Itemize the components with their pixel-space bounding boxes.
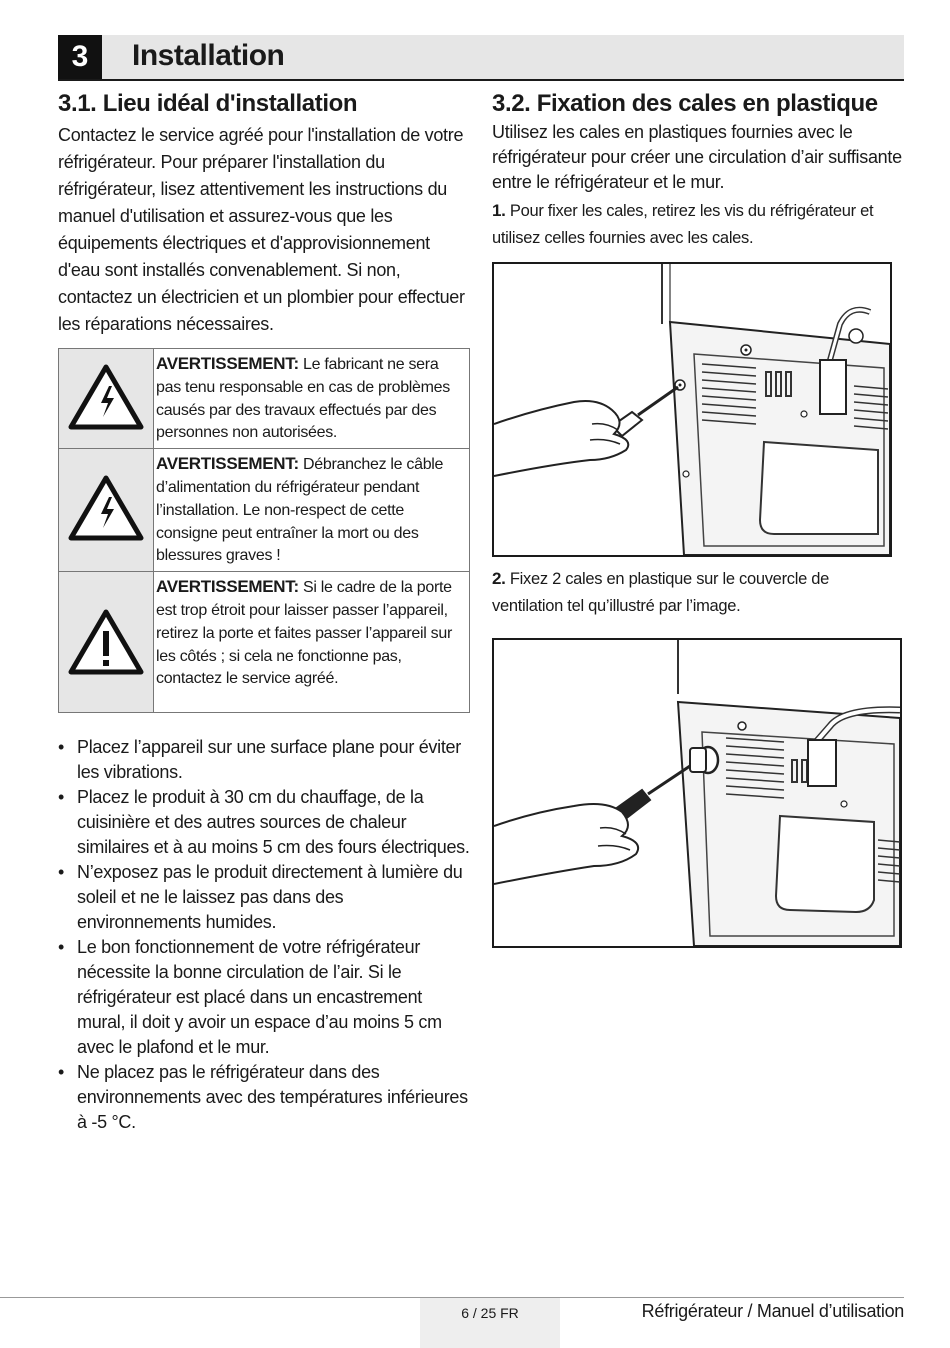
exclamation-warning-icon [60, 573, 152, 711]
step-1 [492, 197, 904, 252]
warnings-table [58, 348, 470, 713]
step-number: 1. [492, 201, 506, 220]
list-item: • Le bon fonctionnement de votre réfrigérateur nécessite la bonne circulation de l’air. Si le réfrigérateur est placé dans un encastrement mural, il doit y avoir un espace d’au moins 5 cm avec le plafond et le mur. [58, 935, 470, 1060]
section-title-3-2: 3.2. Fixation des cales en plastique [492, 90, 878, 117]
left-column [58, 88, 470, 1135]
warning-row [59, 572, 470, 713]
list-item: • Placez le produit à 30 cm du chauffage, de la cuisinière et des autres sources de chaleur similaires et à au moins 5 cm des fours électriques. [58, 785, 470, 860]
warning-label: AVERTISSEMENT: [156, 577, 299, 597]
page-number: 6 / 25 FR [420, 1298, 560, 1348]
illustration-spacer-fixing [494, 640, 900, 946]
warning-label: AVERTISSEMENT: [156, 454, 299, 474]
warning-row [59, 349, 470, 449]
list-item: • Ne placez pas le réfrigérateur dans des environnements avec des températures inférieures à -5 °C. [58, 1060, 470, 1135]
footer-title: Réfrigérateur / Manuel d’utilisation [641, 1301, 904, 1321]
list-item: • N’exposez pas le produit directement à lumière du soleil et ne le laissez pas dans des environnements humides. [58, 860, 470, 935]
warning-row [59, 449, 470, 572]
list-item: • Placez l’appareil sur une surface plane pour éviter les vibrations. [58, 735, 470, 785]
electric-hazard-icon [60, 350, 152, 443]
step-2 [492, 565, 904, 620]
figure-remove-screws [492, 262, 892, 557]
chapter-header [58, 35, 904, 81]
step-number: 2. [492, 569, 506, 588]
warning-text: Le fabricant ne sera pas tenu responsable en cas de problèmes causés par des travaux effectués par des personnes non autorisées. [156, 356, 450, 442]
warning-text: Débranchez le câble d’alimentation du réfrigérateur pendant l’installation. Le non-respect de cette consigne peut entraîner la mort ou des blessures graves ! [156, 456, 444, 565]
section-title-3-1: 3.1. Lieu idéal d'installation [58, 90, 358, 117]
electric-hazard-icon [60, 450, 152, 566]
step-text: Fixez 2 cales en plastique sur le couvercle de ventilation tel qu’illustré par l’image. [492, 570, 829, 615]
section-intro: Utilisez les cales en plastiques fournies avec le réfrigérateur pour créer une circulation d’air suffisante entre le réfrigérateur et le mur. [492, 122, 902, 192]
chapter-number: 3 [58, 35, 102, 79]
right-column [492, 88, 904, 948]
chapter-title: Installation [132, 39, 285, 72]
figure-attach-spacers [492, 638, 902, 948]
section-intro: Contactez le service agréé pour l'installation de votre réfrigérateur. Pour préparer l'installation du réfrigérateur, lisez attentivement les instructions du manuel d'utilisation et assurez-vous que les équipements électriques et d'approvisionnement d'eau sont installés convenablement. Si non, contactez un électricien et un plombier pour effectuer les réparations nécessaires. [58, 125, 465, 334]
placement-bullets [58, 735, 470, 1135]
warning-text: Si le cadre de la porte est trop étroit pour laisser passer l’appareil, retirez la porte et faites passer l’appareil sur les côtés ; si cela ne fonctionne pas, contactez le service agréé. [156, 579, 452, 688]
illustration-screwdriver-back-panel [494, 264, 890, 555]
warning-label: AVERTISSEMENT: [156, 354, 299, 373]
step-text: Pour fixer les cales, retirez les vis du réfrigérateur et utilisez celles fournies avec les cales. [492, 202, 874, 247]
